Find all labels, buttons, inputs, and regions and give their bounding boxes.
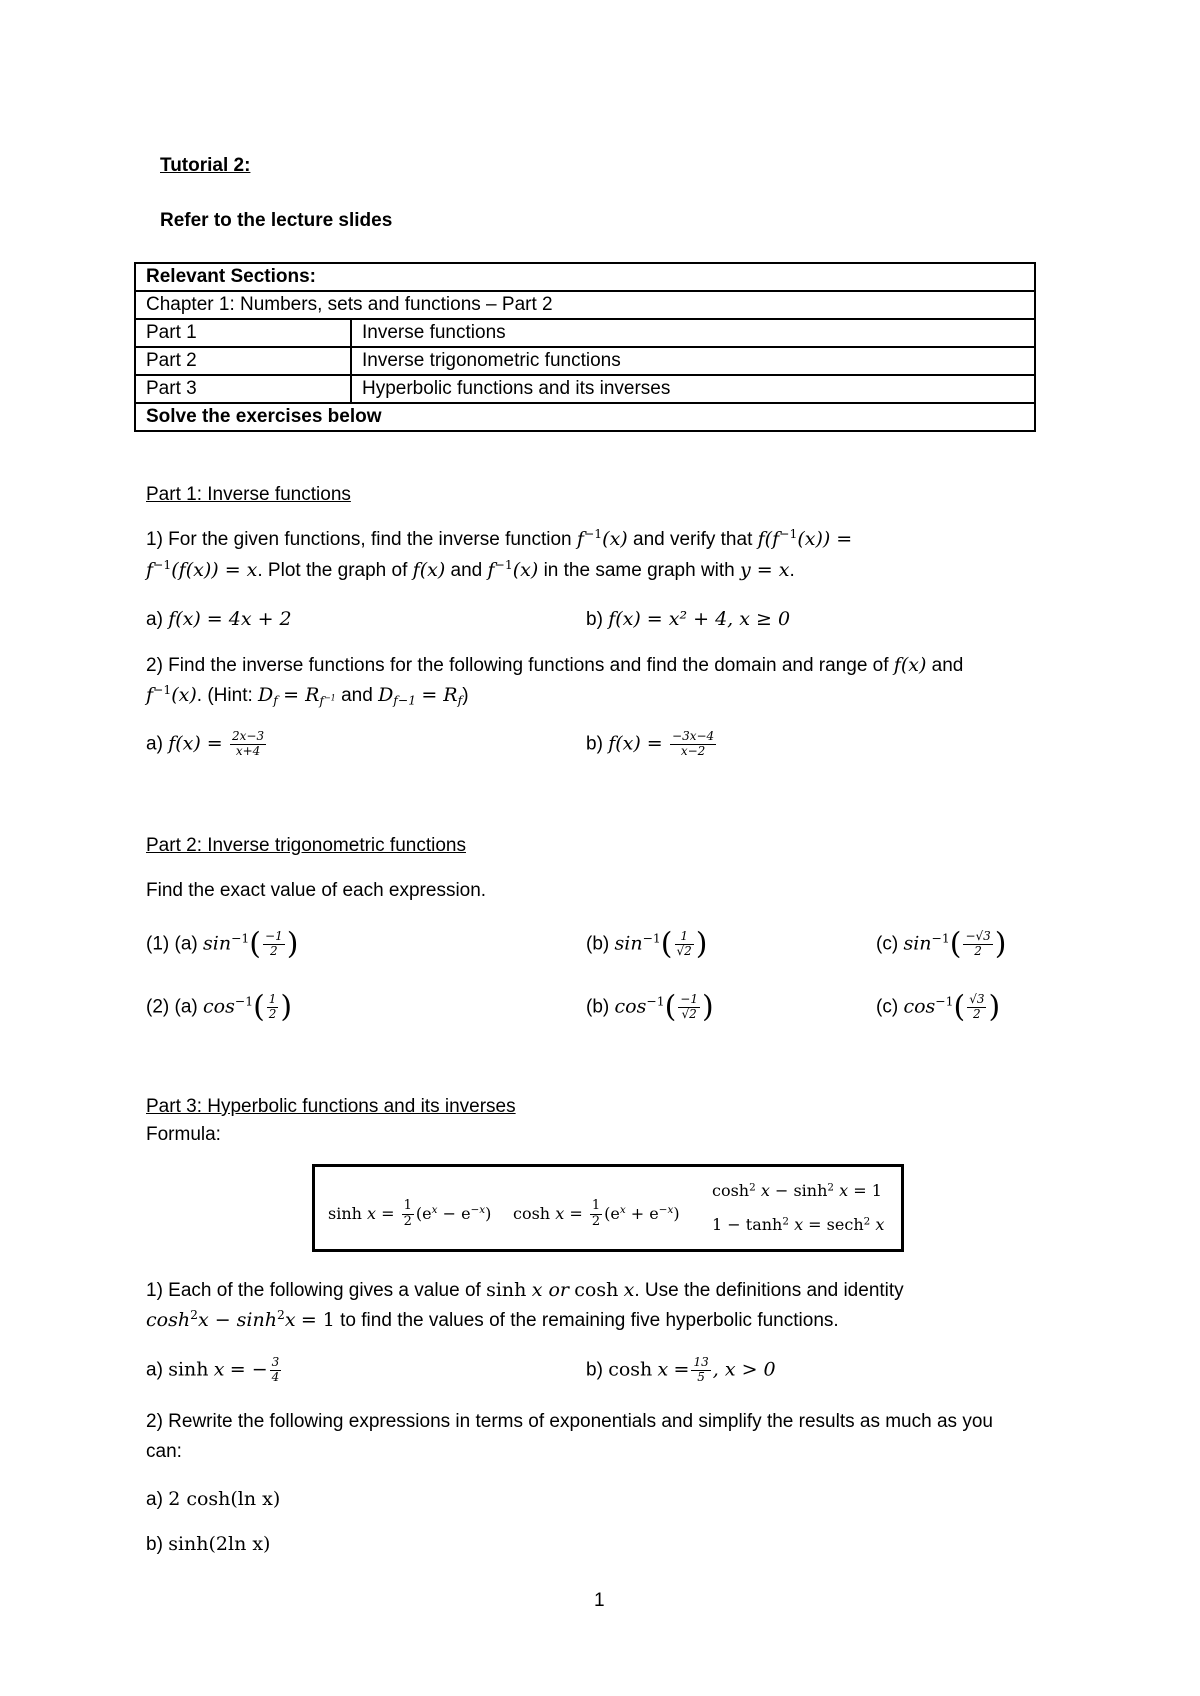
part1-q2-line2: $f^{-1}(x)$. (Hint: $D_f = R_{f^{-1}}$ and $D_{f-1} = R_f$) xyxy=(146,683,469,708)
table-cell-topic: Inverse functions xyxy=(351,319,1035,347)
table-footer: Solve the exercises below xyxy=(135,403,1035,431)
table-cell-part: Part 2 xyxy=(135,347,351,375)
part2-q2b: (b) $\cos^{-1}$( $\frac{-1}{√2}$ ) xyxy=(586,989,714,1025)
part1-q2a: a) f(x) = $\frac{2x-3}{x+4}$ xyxy=(146,729,265,758)
part1-q1-line1: 1) For the given functions, find the inverse function $f^{-1}(x)$ and verify that $f(f^{-1}(x))$ = xyxy=(146,527,853,550)
table-row xyxy=(135,375,1035,403)
table-header: Relevant Sections: xyxy=(135,263,1035,291)
part2-q2c: (c) $\cos^{-1}$( $\frac{√3}{2}$ ) xyxy=(876,989,1001,1025)
part1-heading: Part 1: Inverse functions xyxy=(146,484,351,505)
table-row xyxy=(135,347,1035,375)
table-cell-topic: Hyperbolic functions and its inverses xyxy=(351,375,1035,403)
part2-q1a: (1) (a) $\sin^{-1}$( $\frac{-1}{2}$ ) xyxy=(146,926,299,962)
part3-q2a: a) 2 cosh(ln x) xyxy=(146,1488,281,1510)
part3-q2-line1: 2) Rewrite the following expressions in terms of exponentials and simplify the results as much as you xyxy=(146,1411,993,1432)
table-row xyxy=(135,403,1035,431)
table-cell-part: Part 3 xyxy=(135,375,351,403)
part3-q1a: a) sinh x = − $\frac{3}{4}$ xyxy=(146,1355,280,1384)
part3-q1-line2: $\cosh^2x - \sinh^2x = 1$ to find the values of the remaining five hyperbolic functions. xyxy=(146,1308,839,1331)
fraction: $\frac{-3x-4}{x-2}$ xyxy=(672,729,715,758)
part3-q2b: b) sinh(2ln x) xyxy=(146,1533,271,1555)
part3-heading: Part 3: Hyperbolic functions and its inverses xyxy=(146,1096,516,1117)
part1-q2-line1: 2) Find the inverse functions for the following functions and find the domain and range of f(x) and xyxy=(146,654,964,676)
table-chapter: Chapter 1: Numbers, sets and functions – Part 2 xyxy=(135,291,1035,319)
page-number: 1 xyxy=(594,1590,605,1611)
part1-q1-line2: $f^{-1}(f(x)) = x$. Plot the graph of f(x) and $f^{-1}(x)$ in the same graph with y = x. xyxy=(146,558,795,581)
table-cell-topic: Inverse trigonometric functions xyxy=(351,347,1035,375)
part2-q2a: (2) (a) $\cos^{-1}$( $\frac{1}{2}$ ) xyxy=(146,989,293,1025)
part3-q1b: b) cosh x = $\frac{13}{5}$ , x > 0 xyxy=(586,1355,776,1384)
sinh-definition: sinh x = $\frac{1}{2}$ $(e^x - e^{-x})$ xyxy=(328,1198,492,1229)
table-row xyxy=(135,291,1035,319)
part2-heading: Part 2: Inverse trigonometric functions xyxy=(146,835,466,856)
part1-q1a: a) f(x) = 4x + 2 xyxy=(146,608,292,630)
page-subtitle: Refer to the lecture slides xyxy=(160,210,393,231)
sections-table xyxy=(134,262,1036,432)
identity-tanh-sech: $1 - \tanh^2 x = \sec h^2$ x xyxy=(712,1215,885,1234)
part3-q2-line2: can: xyxy=(146,1441,182,1462)
part2-q1c: (c) $\sin^{-1}$( $\frac{-√3}{2}$ ) xyxy=(876,926,1007,962)
part2-q1b: (b) $\sin^{-1}$( $\frac{1}{√2}$ ) xyxy=(586,926,708,962)
identity-cosh-sinh: $\cosh^2 x - \sinh^2 x = 1$ xyxy=(712,1181,882,1200)
part1-q1b: b) f(x) = x² + 4, x ≥ 0 xyxy=(586,608,791,630)
part3-q1-line1: 1) Each of the following gives a value of sinh x or cosh x. Use the definitions and identity xyxy=(146,1279,904,1301)
fraction: $\frac{2x-3}{x+4}$ xyxy=(232,729,265,758)
formula-label: Formula: xyxy=(146,1124,221,1145)
page-title: Tutorial 2: xyxy=(160,155,251,176)
table-cell-part: Part 1 xyxy=(135,319,351,347)
part1-q2b: b) f(x) = $\frac{-3x-4}{x-2}$ xyxy=(586,729,715,758)
part2-instruction: Find the exact value of each expression. xyxy=(146,880,487,901)
table-row xyxy=(135,319,1035,347)
formula-box xyxy=(312,1164,904,1252)
cosh-definition: cosh x = $\frac{1}{2}$ $(e^x + e^{-x})$ xyxy=(513,1198,680,1229)
table-row xyxy=(135,263,1035,291)
